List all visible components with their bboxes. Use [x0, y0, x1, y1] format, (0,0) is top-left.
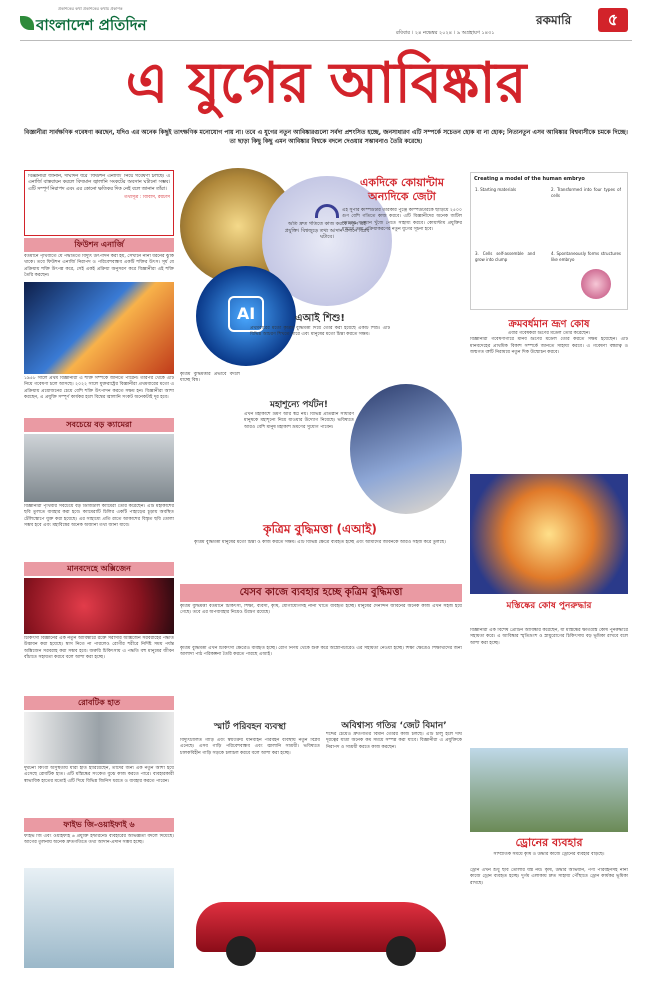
brain-cell-heading: ক্রমবর্ধমান ভ্রূণ কোষ [508, 319, 590, 330]
page-title: এ যুগের আবিষ্কার [125, 51, 527, 116]
quote-credit: তথ্যসূত্র : বিবিসি, রয়টার্স [124, 195, 170, 201]
robot-image [24, 712, 174, 764]
drone-text: ড্রোন এখন শুধু ছবি তোলার যন্ত্র নয়। কৃষি, উদ্ধার অভিযান, পণ্য পরিবহনসহ নানা কাজে ড্রোন ব্যবহৃত হচ্ছে। দুর্গম এলাকায় দ্রুত সাহায্য পৌঁছাতে ড্রোন কার্যকর ভূমিকা রাখছে। [470, 868, 628, 886]
camera-text: বিজ্ঞানীরা পৃথিবীর সবচেয়ে বড় ডিজিটাল ক্যামেরা তৈরি করেছেন। এটি মহাকাশের ছবি তুলতে ব্যবহার করা হবে। ক্যামেরাটি চিলির একটি পাহাড়ের চূড়ায় অবস্থিত টেলিস্কোপে যুক্ত করা হয়েছে। এর সাহায্যে প্রতি রাতে আকাশের বিস্তৃত ছবি তোলা সম্ভব হবে এবং মহাবিশ্বের অনেক অজানা তথ্য জানা যাবে। [24, 504, 174, 529]
regen-text: বিজ্ঞানীরা এক বিশেষ প্রোটিন আবিষ্কার করেছেন, যা মস্তিষ্কের ক্ষতিগ্রস্ত কোষ পুনরুদ্ধারে সহায়তা করে। এ আবিষ্কার স্মৃতিভ্রংশ ও স্নায়ুরোগের চিকিৎসায় বড় ভূমিকা রাখবে বলে আশা করা হচ্ছে। [470, 628, 628, 646]
brain-cell-text: বিজ্ঞানীরা গবেষণাগারে মানব ভ্রূণের মডেল তৈরি করতে সক্ষম হয়েছেন। এটি মানবদেহের প্রাথমিক বিকাশ সম্পর্কে জানতে সাহায্য করবে। এ গবেষণা বন্ধ্যাত্ব ও জন্মগত ত্রুটি নিরাময়ে নতুন দিক উন্মোচন করবে। [470, 337, 628, 356]
space-box [244, 398, 354, 518]
car-wheel-front [226, 936, 256, 966]
embryo-step-1: 1. Starting materials [475, 187, 517, 192]
drone-heading: ড্রোনের ব্যবহার [515, 836, 583, 849]
oxygen-heading: মানবদেহে অক্সিজেন [24, 562, 174, 576]
ai-uses-text: কৃত্রিম বুদ্ধিমত্তা বর্তমানে চিকিৎসা, শিক্ষা, ব্যবসা, কৃষি, যোগাযোগসহ নানা খাতে ব্যবহৃত হচ্ছে। মানুষের দৈনন্দিন জীবনের অনেক কাজ এখন সহজ হয়ে গেছে। তবে এর অপব্যবহার নিয়েও উদ্বেগ রয়েছে। [180, 604, 462, 616]
masthead-section: রকমারি [536, 13, 572, 27]
masthead-rule [20, 40, 632, 41]
quantum-text: এই সুপার কম্পিউটার তারকার পুঞ্জে কম্পিউটারকে ছাড়িয়ে ২৫০০ গুণ বেশি গতিতে কাজ করবে। এটি বিজ্ঞানীদের অনেক জটিল সমস্যার সমাধান খুঁজে পেতে সাহায্য করবে। কোয়ান্টাম প্রযুক্তির মাধ্যমে তথ্য প্রক্রিয়াকরণের নতুন যুগের সূচনা হবে। [342, 208, 462, 233]
brain-cell-box [470, 318, 628, 425]
fusion-text: বর্তমানে পৃথিবীতে যে পদ্ধতিতে বিদ্যুৎ উৎপাদন করা হয়, সেখানে নানা ধরনের ঝুঁকি থাকে। তবে ফিউশন এনার্জি নিরাপদ ও পরিবেশবান্ধব একটি শক্তির উৎস। সূর্য যে প্রক্রিয়ায় শক্তি উৎপন্ন করে, সেই একই প্রক্রিয়া অনুসরণ করে বিজ্ঞানীরা এই শক্তি তৈরি করছেন। [24, 254, 174, 279]
fusion-text-2: ১৯৫৮ সালে প্রথম বিজ্ঞানীরা এ শক্তি সম্পর্কে জানতে পারেন। তারপর থেকে এটি নিয়ে গবেষণা চলে আসছে। ২০২২ সালে যুক্তরাষ্ট্রের বিজ্ঞানীরা প্রথমবারের মতো এ প্রক্রিয়ায় প্রয়োজনের চেয়ে বেশি শক্তি উৎপাদন করতে সক্ষম হন। বিজ্ঞানীরা আশা করছেন, এ প্রযুক্তি সম্পূর্ণ কার্যকর হলে বিশ্বের জ্বালানি সংকট অনেকটাই দূর হবে। [24, 376, 174, 401]
embryo-step-4: 4. Spontaneously forms structures like embryo [551, 251, 621, 263]
wifi6-heading: ফাইভ জি-ওয়াইফাই ৬ [24, 818, 174, 832]
intro: বিজ্ঞানীরা সার্বক্ষণিক গবেষণা করছেন, যদিও এর অনেক কিছুই তাৎক্ষণিক মনোযোগ পায় না। তবে এ যুগের নতুন আবিষ্কারগুলো সর্বদা প্রশংসিত হচ্ছে, জনসাধারণ এটি সম্পর্কে সচেতন হোক বা না হোক; নিত্যনতুন এসব আবিষ্কার বিশ্ববাসীকে চমকে দিচ্ছে। তা ছাড়া কিছু কিছু এমন আবিষ্কার বিশ্বকে বদলে দেওয়ার সম্ভাবনাও তৈরি করেছে। [24, 129, 628, 145]
transport-text: বিদ্যুৎচালিত গাড়ি এবং স্বয়ংক্রিয় যানবাহন পরিবহন ব্যবস্থায় নতুন বিপ্লব এনেছে। এসব গাড়ি পরিবেশবান্ধব এবং জ্বালানি সাশ্রয়ী। ভবিষ্যতে চালকবিহীন গাড়ি সড়কে চলাচল করবে বলে আশা করা হচ্ছে। [180, 738, 320, 756]
car-wheel-rear [386, 936, 416, 966]
ai-baby-heading: এআই শিশু! [295, 313, 345, 324]
wifi6-text: ফাইভ জি এবং ওয়াইফাই ৬ প্রযুক্তি ইন্টারনেট ব্যবহারের অভিজ্ঞতা বদলে দিয়েছে। আগের তুলনায় অনেক দ্রুতগতিতে তথ্য আদান-প্রদান সম্ভব হচ্ছে। [24, 834, 174, 846]
robot-text: দুর্ঘটনা কিংবা অসুস্থতায় যারা হাত হারিয়েছেন, তাদের জন্য এক নতুন আশা হয়ে এসেছে রোবটিক হাত। এটি মস্তিষ্কের সংকেত বুঝে কাজ করতে পারে। ব্যবহারকারী স্বাভাবিক হাতের মতোই এটি দিয়ে বিভিন্ন জিনিস ধরতে ও ব্যবহার করতে পারেন। [24, 766, 174, 784]
date-line: রবিবার । ২৪ নভেম্বর ২০২৪ । ৯ অগ্রহায়ণ ১৪৩১ [396, 30, 495, 36]
ai-heading: কৃত্রিম বুদ্ধিমত্তা (এআই) [263, 522, 377, 536]
wifi-circle-text: অতি দ্রুত গতিতে কাজ করবে নতুন এই প্রযুক্তি। বিশ্বজুড়ে তথ্য আদান-প্রদানে বিপ্লব ঘটাবে। [284, 221, 370, 241]
fusion-image [24, 282, 174, 374]
ai-text: কৃত্রিম বুদ্ধিমত্তা মানুষের মতো চিন্তা ও কাজ করতে সক্ষম। এটি বিভিন্ন ক্ষেত্রে ব্যবহৃত হচ্ছে এবং আমাদের জীবনকে আরও সহজ করে তুলছে। [194, 540, 446, 545]
jet-heading: অবিশ্বাস্য গতির ‘জেট বিমান’ [341, 721, 447, 731]
embryo-step-2: 2. Transformed into four types of cells [551, 187, 621, 199]
transport-heading: স্মার্ট পরিবহন ব্যবস্থা [214, 722, 286, 732]
masthead-logo: বাংলাদেশ প্রতিদিন [36, 16, 147, 34]
embryo-cell-icon [581, 269, 611, 299]
ai-baby-text: প্রথমবারের মতো কৃত্রিম বুদ্ধিমত্তা দিয়ে তৈরি করা হয়েছে একটি শিশু। এটি বিভিন্ন আচরণ শিখতে পারে এবং মানুষের মতো চিন্তা করতে সক্ষম। [250, 326, 390, 338]
page-number: ৫ [598, 8, 628, 32]
camera-heading: সবচেয়ে বড় ক্যামেরা [24, 418, 174, 432]
wifi-icon [315, 204, 339, 218]
masthead-tagline: প্রকাশকের কথা প্রকাশকের কথায় প্রকাশক [58, 6, 123, 11]
leaf-icon [20, 16, 34, 30]
ai-logo-icon: AI [228, 296, 264, 332]
oxygen-image [24, 578, 174, 634]
drone-image [470, 748, 628, 832]
quote-text: বিজ্ঞানীরা জানান, দীর্ঘদিন ধরে ‘ফিউশন এনার্জি’ নিয়ে গবেষণা চলছে। এ এনার্জি বাস্তবায়ন করলে বিদ্যমান জ্বালানি সংকটের অবসান ঘটানো সম্ভব। এটি সম্পূর্ণ নিরাপদ এবং এর কোনো ক্ষতিকর দিক নেই বলে জানান তাঁরা। [28, 174, 170, 192]
ai-uses-band: যেসব কাজে ব্যবহার হচ্ছে কৃত্রিম বুদ্ধিমত্তা [180, 584, 462, 602]
quantum-heading: একদিকে কোয়ান্টাম অন্যদিকে জেটা [360, 176, 444, 203]
space-text: এখন মহাকাশে ভ্রমণ আর স্বপ্ন নয়। বিভিন্ন প্রতিষ্ঠান সাধারণ মানুষকে মহাশূন্যে নিয়ে যাওয়ার উদ্যোগ নিয়েছে। ভবিষ্যতে আরও বেশি মানুষ মহাকাশ ভ্রমণের সুযোগ পাবেন। [244, 412, 354, 430]
embryo-chart [470, 172, 628, 310]
ai-note: কৃত্রিম বুদ্ধিমত্তার প্রভাবে বদলে যাচ্ছে বিশ্ব। [180, 372, 240, 384]
space-heading: মহাশূন্যে পর্যটন! [269, 400, 329, 410]
drone-sub: সাম্প্রতিক সময়ে কৃষি ও উদ্ধার কাজে ড্রোনের ব্যবহার বাড়ছে। [493, 852, 605, 857]
embryo-chart-title: Creating a model of the human embryo [474, 176, 585, 182]
brain-image [470, 474, 628, 594]
charger-image [24, 868, 174, 968]
robot-heading: রোবটিক হাত [24, 696, 174, 710]
jet-box [326, 720, 462, 862]
oxygen-text: চিকিৎসা বিজ্ঞানের এক নতুন আবিষ্কারে রক্তে সরাসরি অক্সিজেন সরবরাহের পদ্ধতি উদ্ভাবন করা হয়েছে। শ্বাস নিতে না পারলেও রোগীর শরীরে নির্দিষ্ট সময় পর্যন্ত অক্সিজেন সরবরাহ করা সম্ভব হবে। জরুরি চিকিৎসায় এ পদ্ধতি বহু মানুষের জীবন বাঁচাতে সহায়তা করবে বলে আশা করা হচ্ছে। [24, 636, 174, 661]
brain-cell-sub: এবার গবেষকরা ভ্রূণের মডেল তৈরি করেছেন। [507, 331, 591, 336]
jet-text: শব্দের চেয়েও দ্রুতগতির বিমান তৈরির কাজ চলছে। এটি চালু হলে দীর্ঘ দূরত্বের যাত্রা অনেক কম সময়ে সম্পন্ন করা যাবে। বিজ্ঞানীরা এ প্রযুক্তিকে নিরাপদ ও সাশ্রয়ী করতে কাজ করছেন। [326, 732, 462, 750]
car-image [176, 872, 466, 972]
bottom-middle-text: কৃত্রিম বুদ্ধিমত্তা এখন চিকিৎসা ক্ষেত্রেও ব্যবহৃত হচ্ছে। রোগ নির্ণয় থেকে শুরু করে অস্ত্রোপচারেও এর সহায়তা নেওয়া হচ্ছে। শিক্ষা ক্ষেত্রেও শিক্ষার্থীদের জন্য আলাদা পাঠ পরিকল্পনা তৈরি করতে পারছে এআই। [180, 646, 462, 658]
fusion-heading: ফিউশন এনার্জি [24, 238, 174, 252]
quote-box [24, 170, 174, 236]
regen-heading: মস্তিষ্কের কোষ পুনরুদ্ধার [506, 601, 592, 611]
embryo-step-3: 3. Cells self-assemble and grow into clump [475, 251, 535, 263]
masthead [20, 6, 632, 40]
camera-image [24, 434, 174, 502]
